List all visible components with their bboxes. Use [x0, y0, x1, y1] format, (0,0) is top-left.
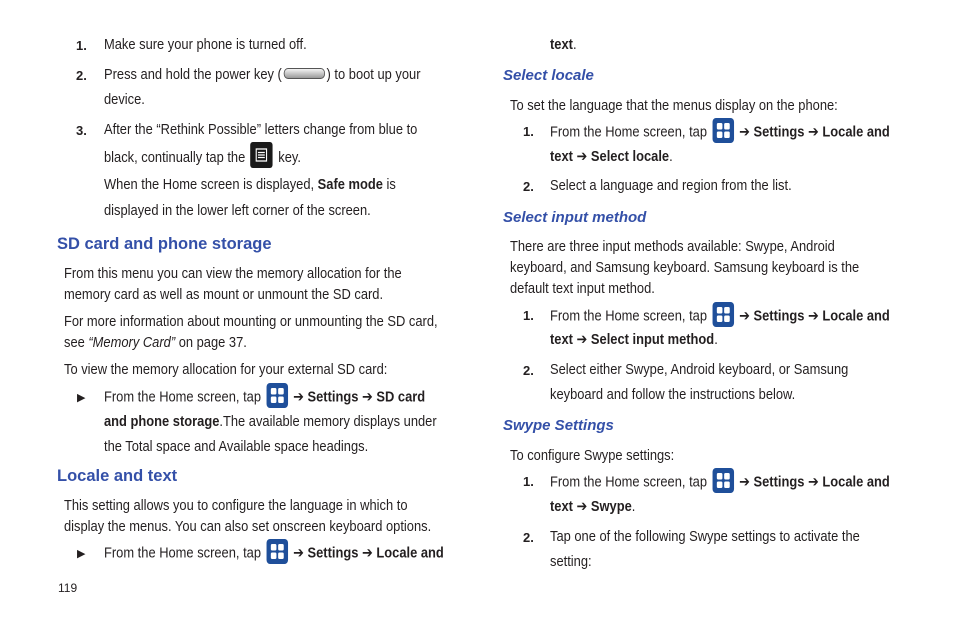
bullet-path: ➔ Settings ➔ Locale and [293, 544, 444, 562]
step-path: ➔ Settings ➔ Locale and [739, 473, 890, 491]
step-text: Make sure your phone is turned off. [104, 36, 307, 53]
paragraph: To configure Swype settings: [510, 447, 675, 464]
paragraph [64, 332, 247, 353]
step-text-part: ) to boot up your [326, 66, 421, 83]
paragraph: To set the language that the menus display on the phone: [510, 97, 838, 114]
paragraph-part: on page 37. [178, 334, 247, 351]
step-number: 1. [523, 474, 534, 489]
step-path: text ➔ Swype [550, 498, 632, 515]
step-path: ➔ Settings ➔ Locale and [739, 123, 890, 141]
power-key-icon [284, 68, 325, 79]
subheading-swype-settings: Swype Settings [503, 417, 614, 434]
bullet-part: .The available memory displays under [219, 413, 437, 430]
step-text-part: black, continually tap the [104, 148, 246, 166]
step-text: After the “Rethink Possible” letters change from blue to [104, 121, 418, 138]
step-text: device. [104, 91, 145, 108]
step-text-part: . [714, 331, 718, 348]
step-text [550, 146, 673, 167]
paragraph: display the menus. You can also set onscreen keyboard options. [64, 518, 432, 535]
paragraph: This setting allows you to configure the language in which to [64, 497, 408, 514]
step-path: text ➔ Select locale [550, 148, 670, 165]
note-text: displayed in the lower left corner of the screen. [104, 202, 371, 219]
step-path: ➔ Settings ➔ Locale and [739, 307, 890, 325]
step-text [550, 496, 635, 517]
bullet-path: and phone storage [104, 413, 220, 430]
paragraph: For more information about mounting or unmounting the SD card, [64, 313, 438, 330]
section-heading-locale: Locale and text [57, 467, 178, 485]
bullet-text: the Total space and Available space headings. [104, 438, 369, 455]
paragraph: keyboard, and Samsung keyboard. Samsung keyboard is the [510, 259, 860, 276]
bullet-path: ➔ Settings ➔ SD card [293, 388, 426, 406]
step-number: 2. [76, 68, 87, 83]
step-number: 2. [523, 530, 534, 545]
section-heading-sd: SD card and phone storage [57, 235, 272, 253]
apps-grid-icon [712, 468, 734, 493]
step-path: text ➔ Select input method [550, 331, 715, 348]
step-number: 2. [523, 179, 534, 194]
paragraph: default text input method. [510, 280, 655, 297]
bullet-text [104, 411, 437, 432]
note-text [104, 174, 396, 195]
apps-grid-icon [266, 539, 288, 564]
step-text-part: From the Home screen, tap [550, 473, 708, 491]
subheading-select-input: Select input method [503, 209, 647, 226]
continued-period: . [572, 36, 577, 53]
step-text [550, 470, 890, 495]
bullet-icon: ▶ [77, 392, 86, 404]
bullet-text [104, 385, 425, 410]
page-number: 119 [58, 581, 78, 595]
bullet-icon: ▶ [77, 548, 86, 560]
bullet-part: From the Home screen, tap [104, 388, 262, 406]
paragraph: memory card as well as mount or unmount the SD card. [64, 286, 384, 303]
step-number: 3. [76, 123, 87, 138]
step-text: Select either Swype, Android keyboard, or Samsung [550, 361, 849, 378]
menu-key-icon [251, 142, 273, 168]
step-text [104, 64, 420, 85]
note-part: is [386, 176, 396, 193]
step-text: Select a language and region from the list. [550, 177, 792, 194]
continued-text [550, 34, 577, 55]
step-text-part: From the Home screen, tap [550, 123, 708, 141]
paragraph: To view the memory allocation for your external SD card: [64, 361, 388, 378]
apps-grid-icon [712, 118, 734, 143]
step-text [104, 145, 301, 171]
safe-mode-term: Safe mode [317, 176, 383, 193]
step-text-part: . [669, 148, 673, 165]
step-text [550, 120, 890, 145]
bullet-text [104, 541, 444, 566]
step-number: 1. [523, 308, 534, 323]
step-text: Tap one of the following Swype settings to activate the [550, 528, 860, 545]
continued-bold: text [550, 36, 573, 53]
step-text-part: Press and hold the power key ( [104, 66, 282, 83]
step-number: 2. [523, 363, 534, 378]
note-part: When the Home screen is displayed, [104, 176, 315, 193]
step-text: keyboard and follow the instructions below. [550, 386, 796, 403]
step-text-part: key. [278, 148, 301, 166]
apps-grid-icon [266, 383, 288, 408]
step-text [550, 329, 718, 350]
paragraph: From this menu you can view the memory allocation for the [64, 265, 402, 282]
step-number: 1. [523, 124, 534, 139]
paragraph-part: see [64, 334, 85, 351]
step-text-part: From the Home screen, tap [550, 307, 708, 325]
paragraph: There are three input methods available: Swype, Android [510, 238, 835, 255]
subheading-select-locale: Select locale [503, 67, 594, 84]
step-text: setting: [550, 553, 592, 570]
bullet-part: From the Home screen, tap [104, 544, 262, 562]
step-text [550, 304, 890, 329]
step-text-part: . [631, 498, 636, 515]
memory-card-link[interactable]: “Memory Card” [88, 334, 176, 351]
step-number: 1. [76, 38, 87, 53]
apps-grid-icon [712, 302, 734, 327]
